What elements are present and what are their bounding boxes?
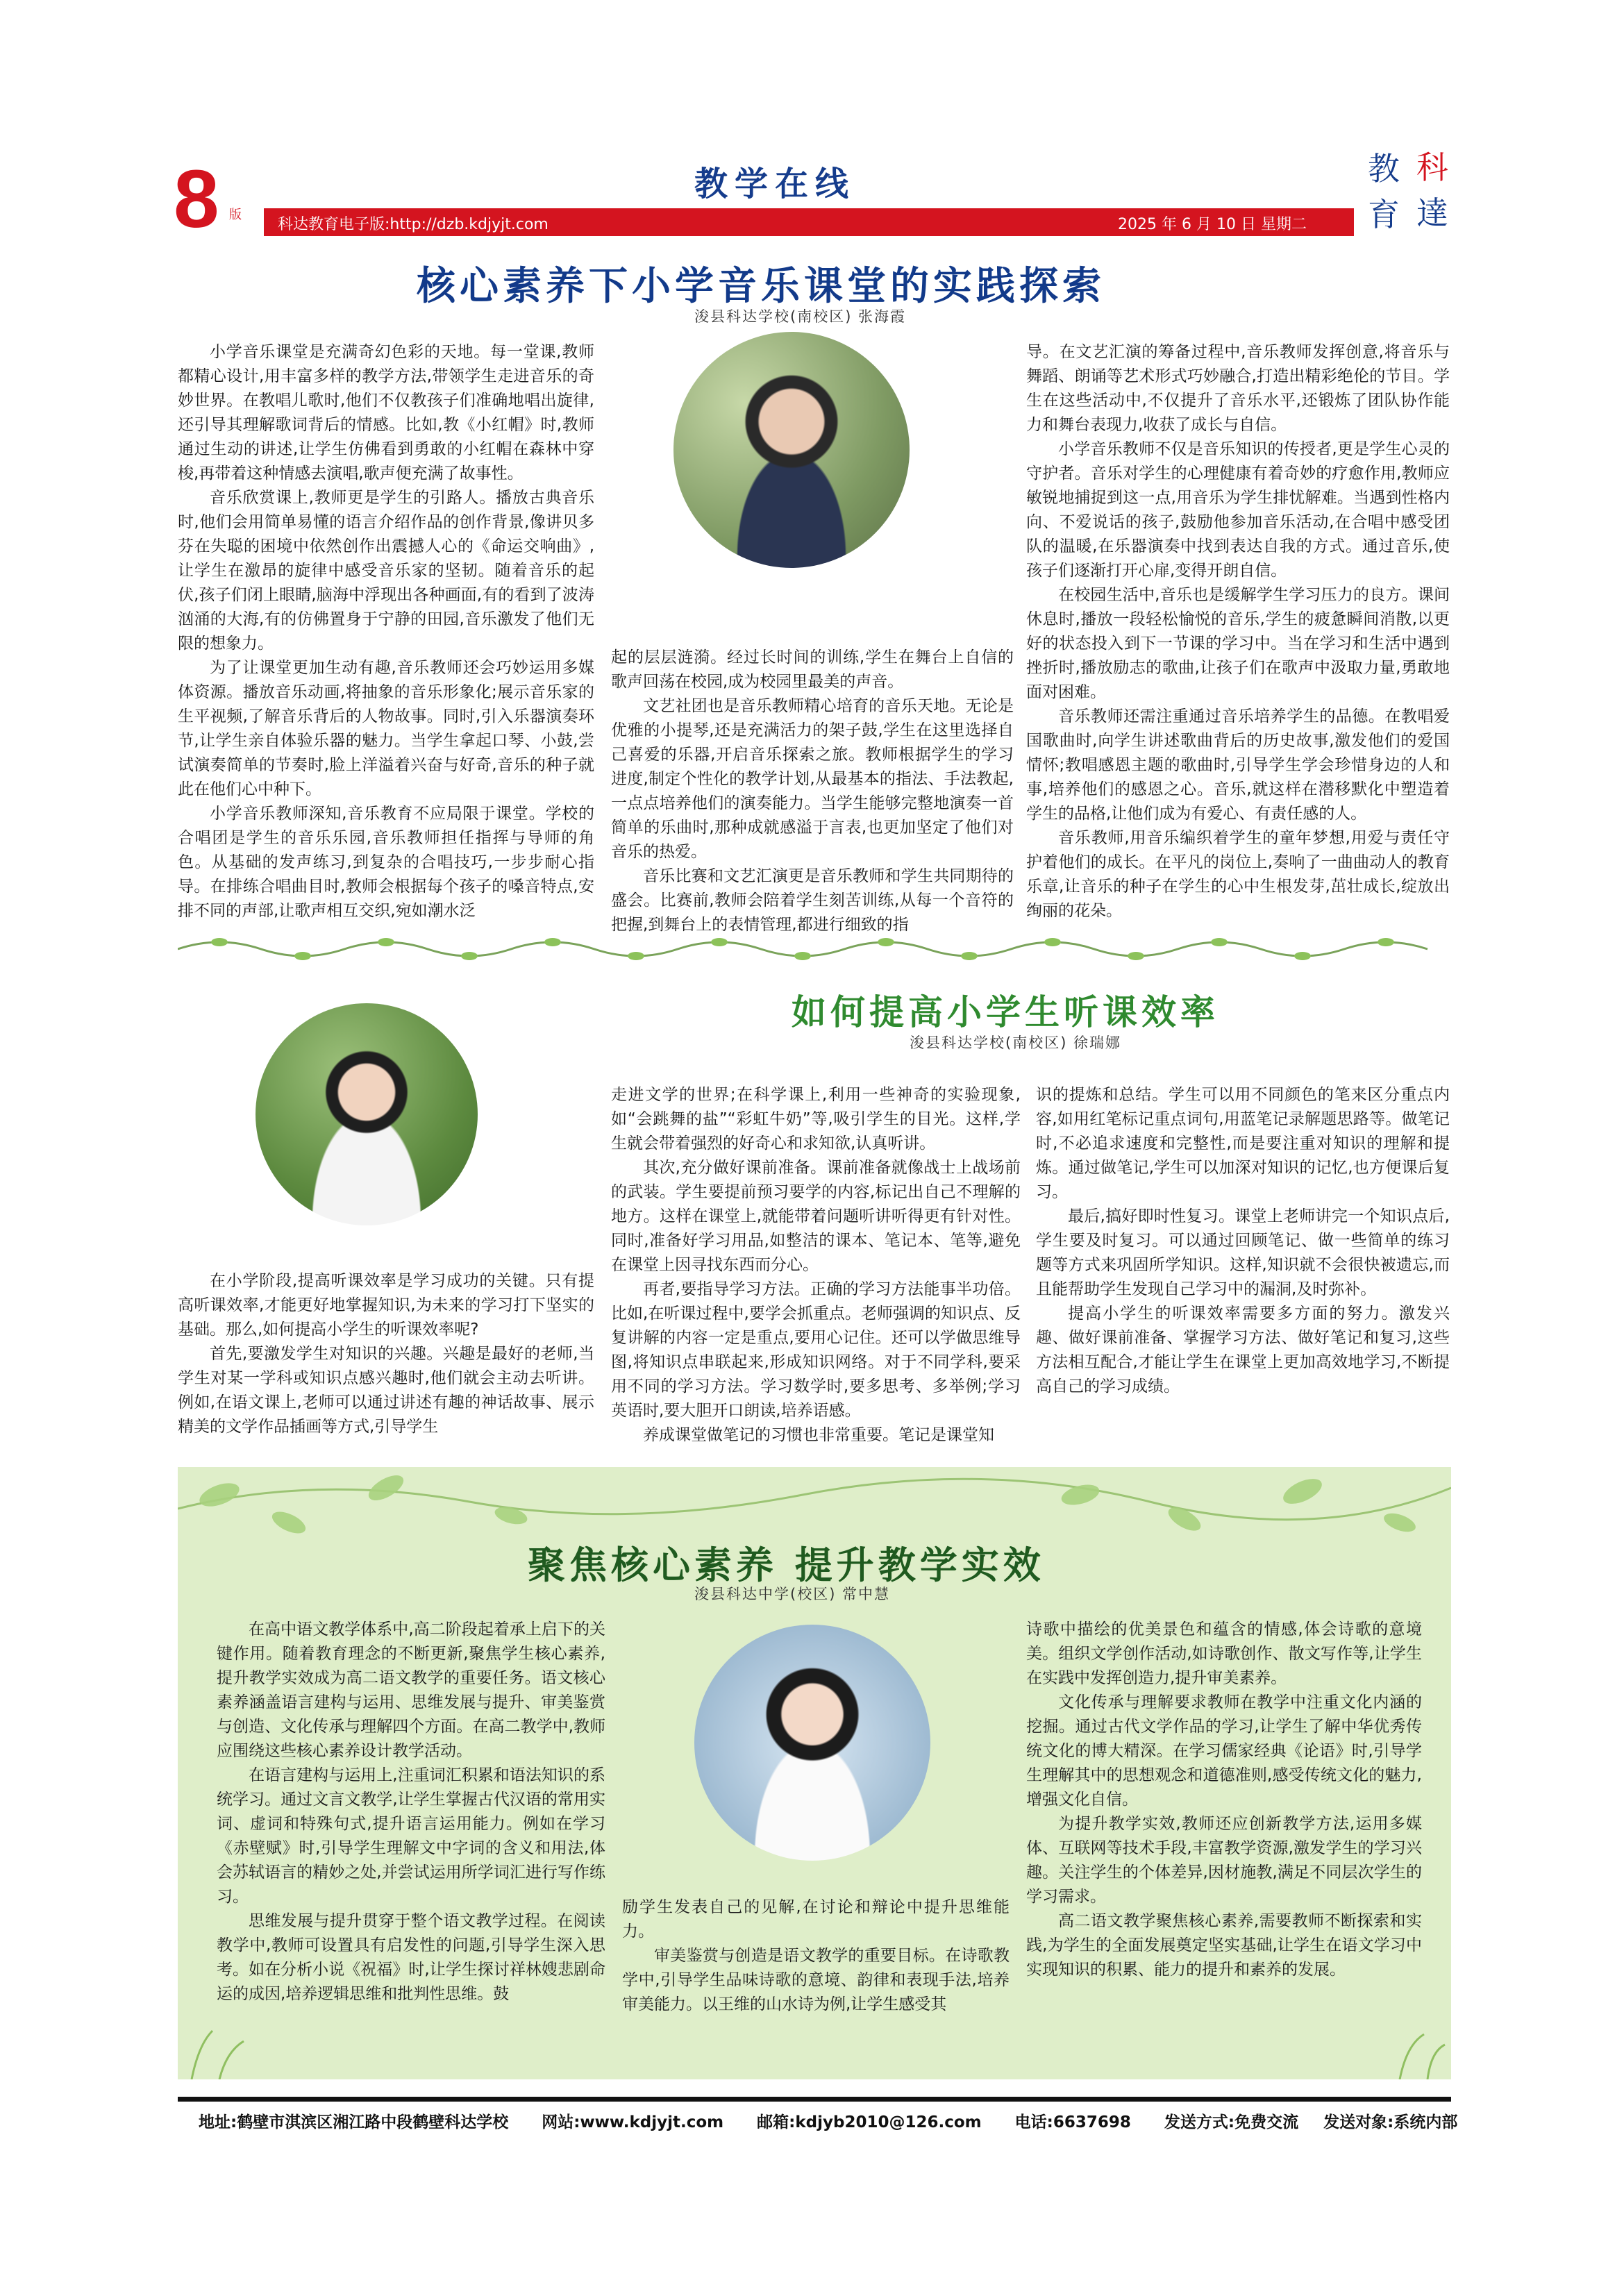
- paragraph: 小学音乐教师深知,音乐教育不应局限于课堂。学校的合唱团是学生的音乐乐园,音乐教师担任指挥与导师的角色。从基础的发声练习,到复杂的合唱技巧,一步步耐心指导。在排练合唱曲目时,教师会根据每个孩子的嗓音特点,安排不同的声部,让歌声相互交织,宛如潮水泛: [178, 805, 594, 920]
- article2-title: 如何提高小学生听课效率: [792, 992, 1219, 1032]
- paragraph: 为提升教学实效,教师还应创新教学方法,运用多媒体、互联网等技术手段,丰富教学资源,激发学生的学习兴趣。关注学生的个体差异,因材施教,满足不同层次学生的学习需求。: [1026, 1815, 1422, 1906]
- page-unit: 版: [229, 208, 242, 222]
- article3-column-3: [1026, 1618, 1422, 1982]
- article3-byline: 浚县科达中学(校区) 常中慧: [694, 1586, 891, 1602]
- paragraph: 文化传承与理解要求教师在教学中注重文化内涵的挖掘。通过古代文学作品的学习,让学生了解中华优秀传统文化的博大精深。在学习儒家经典《论语》时,引导学生理解其中的思想观念和道德准则,感受传统文化的魅力,增强文化自信。: [1026, 1693, 1422, 1809]
- paragraph: 励学生发表自己的见解,在讨论和辩论中提升思维能力。: [622, 1898, 1010, 1941]
- page-number: 8: [174, 153, 219, 245]
- paragraph: 音乐欣赏课上,教师更是学生的引路人。播放古典音乐时,他们会用简单易懂的语言介绍作品的创作背景,像讲贝多芬在失聪的困境中依然创作出震撼人心的《命运交响曲》,让学生在激昂的旋律中感受音乐家的坚韧。随着音乐的起伏,孩子们闭上眼睛,脑海中浮现出各种画面,有的看到了波涛汹涌的大海,有的仿佛置身于宁静的田园,音乐激发了他们无限的想象力。: [178, 489, 594, 653]
- footer-audience: 发送对象:系统内部: [1323, 2113, 1458, 2131]
- paragraph: 在小学阶段,提高听课效率是学习成功的关键。只有提高听课效率,才能更好地掌握知识,为未来的学习打下坚实的基础。那么,如何提高小学生的听课效率呢?: [178, 1272, 594, 1339]
- logo-char: 教: [1368, 150, 1400, 187]
- paragraph: 识的提炼和总结。学生可以用不同颜色的笔来区分重点内容,如用红笔标记重点词句,用蓝笔记录解题思路等。做笔记时,不必追求速度和完整性,而是要注重对知识的理解和提炼。通过做笔记,学生可以加深对知识的记忆,也方便课后复习。: [1036, 1086, 1450, 1201]
- paragraph: 音乐教师,用音乐编织着学生的童年梦想,用爱与责任守护着他们的成长。在平凡的岗位上,奏响了一曲曲动人的教育乐章,让音乐的种子在学生的心中生根发芽,茁壮成长,绽放出绚丽的花朵。: [1026, 829, 1450, 920]
- paragraph: 音乐比赛和文艺汇演更是音乐教师和学生共同期待的盛会。比赛前,教师会陪着学生刻苦训练,从每一个音符的把握,到舞台上的表情管理,都进行细致的指: [611, 867, 1014, 934]
- paragraph: 走进文学的世界;在科学课上,利用一些神奇的实验现象,如“会跳舞的盐”“彩虹牛奶”等,吸引学生的目光。这样,学生就会带着强烈的好奇心和求知欲,认真听讲。: [611, 1086, 1021, 1153]
- paragraph: 导。在文艺汇演的筹备过程中,音乐教师发挥创意,将音乐与舞蹈、朗诵等艺术形式巧妙融合,打造出精彩绝伦的节目。学生在这些活动中,不仅提升了音乐水平,还锻炼了团队协作能力和舞台表现力,收获了成长与自信。: [1026, 343, 1450, 434]
- paragraph: 其次,充分做好课前准备。课前准备就像战士上战场前的武装。学生要提前预习要学的内容,标记出自己不理解的地方。这样在课堂上,就能带着问题听讲听得更有针对性。同时,准备好学习用品,如整洁的课本、笔记本、笔等,避免在课堂上因寻找东西而分心。: [611, 1159, 1021, 1274]
- footer-address: 地址:鹤壁市淇滨区湘江路中段鹤壁科达学校: [199, 2113, 509, 2131]
- paragraph: 首先,要激发学生对知识的兴趣。兴趣是最好的老师,当学生对某一学科或知识点感兴趣时,他们就会主动去听讲。例如,在语文课上,老师可以通过讲述有趣的神话故事、展示精美的文学作品插画等方式,引导学生: [178, 1345, 594, 1436]
- article2-column-3: [1036, 1083, 1450, 1399]
- footer-rule: [178, 2097, 1451, 2102]
- article1-title: 核心素养下小学音乐课堂的实践探索: [417, 263, 1105, 309]
- footer-email: 邮箱:kdjyb2010@126.com: [757, 2113, 982, 2131]
- paragraph: 为了让课堂更加生动有趣,音乐教师还会巧妙运用多媒体资源。播放音乐动画,将抽象的音乐形象化;展示音乐家的生平视频,了解音乐背后的人物故事。同时,引入乐器演奏环节,让学生亲自体验乐器的魅力。当学生拿起口琴、小鼓,尝试演奏简单的节奏时,脸上洋溢着兴奋与好奇,音乐的种子就此在他们心中种下。: [178, 659, 594, 798]
- paragraph: 审美鉴赏与创造是语文教学的重要目标。在诗歌教学中,引导学生品味诗歌的意境、韵律和表现手法,培养审美能力。以王维的山水诗为例,让学生感受其: [622, 1947, 1010, 2013]
- paragraph: 小学音乐课堂是充满奇幻色彩的天地。每一堂课,教师都精心设计,用丰富多样的教学方法,带领学生走进音乐的奇妙世界。在教唱儿歌时,他们不仅教孩子们准确地唱出旋律,还引导其理解歌词背后的情感。比如,教《小红帽》时,教师通过生动的讲述,让学生仿佛看到勇敢的小红帽在森林中穿梭,再带着这种情感去演唱,歌声便充满了故事性。: [178, 343, 594, 483]
- paragraph: 思维发展与提升贯穿于整个语文教学过程。在阅读教学中,教师可设置具有启发性的问题,引导学生深入思考。如在分析小说《祝福》时,让学生探讨祥林嫂悲剧命运的成因,培养逻辑思维和批判性思维。鼓: [217, 1912, 605, 2003]
- article2-column-2: [611, 1083, 1021, 1448]
- footer-website: 网站:www.kdjyjt.com: [542, 2113, 724, 2131]
- paragraph: 在校园生活中,音乐也是缓解学生学习压力的良方。课间休息时,播放一段轻松愉悦的音乐,学生的疲惫瞬间消散,以更好的状态投入到下一节课的学习中。当在学习和生活中遇到挫折时,播放励志的歌曲,让孩子们在歌声中汲取力量,勇敢地面对困难。: [1026, 586, 1450, 701]
- article1-column-2: [611, 646, 1014, 937]
- logo-char: 科: [1416, 149, 1448, 186]
- paragraph: 小学音乐教师不仅是音乐知识的传授者,更是学生心灵的守护者。音乐对学生的心理健康有着奇妙的疗愈作用,教师应敏锐地捕捉到这一点,用音乐为学生排忧解难。当遇到性格内向、不爱说话的孩子,鼓励他参加音乐活动,在合唱中感受团队的温暖,在乐器演奏中找到表达自我的方式。通过音乐,使孩子们逐渐打开心扉,变得开朗自信。: [1026, 440, 1450, 580]
- issue-date: 2025 年 6 月 10 日 星期二: [1118, 216, 1307, 233]
- paragraph: 诗歌中描绘的优美景色和蕴含的情感,体会诗歌的意境美。组织文学创作活动,如诗歌创作、散文写作等,让学生在实践中发挥创造力,提升审美素养。: [1026, 1620, 1422, 1687]
- logo-char: 育: [1368, 196, 1400, 233]
- article1-column-1: [178, 340, 594, 923]
- article3-column-2: [622, 1895, 1010, 2017]
- site-url: 科达教育电子版:http://dzb.kdjyjt.com: [278, 216, 549, 233]
- article2-column-1: [178, 1269, 594, 1439]
- article3-title: 聚焦核心素养 提升教学实效: [528, 1543, 1045, 1587]
- paragraph: 养成课堂做笔记的习惯也非常重要。笔记是课堂知: [643, 1426, 994, 1444]
- paragraph: 在语言建构与运用上,注重词汇积累和语法知识的系统学习。通过文言文教学,让学生掌握古代汉语的常用实词、虚词和特殊句式,提升语言运用能力。例如在学习《赤壁赋》时,引导学生理解文中字词的含义和用法,体会苏轼语言的精妙之处,并尝试运用所学词汇进行写作练习。: [217, 1766, 605, 1906]
- paragraph: 高二语文教学聚焦核心素养,需要教师不断探索和实践,为学生的全面发展奠定坚实基础,让学生在语文学习中实现知识的积累、能力的提升和素养的发展。: [1026, 1912, 1422, 1979]
- paragraph: 最后,搞好即时性复习。课堂上老师讲完一个知识点后,学生要及时复习。可以通过回顾笔记、做一些简单的练习题等方式来巩固所学知识。这样,知识就不会很快被遗忘,而且能帮助学生发现自己学习中的漏洞,及时弥补。: [1036, 1207, 1450, 1298]
- vine-divider: [178, 934, 1451, 964]
- article3-column-1: [217, 1618, 605, 2006]
- grass-decoration: [178, 2017, 1451, 2079]
- paragraph: 再者,要指导学习方法。正确的学习方法能事半功倍。比如,在听课过程中,要学会抓重点。老师强调的知识点、反复讲解的内容一定是重点,要用心记住。还可以学做思维导图,将知识点串联起来,形成知识网络。对于不同学科,要采用不同的学习方法。学习数学时,要多思考、多举例;学习英语时,要大胆开口朗读,培养语感。: [611, 1280, 1021, 1420]
- article1-byline: 浚县科达学校(南校区) 张海霞: [694, 308, 907, 325]
- author-photo: [673, 332, 910, 568]
- paragraph: 起的层层涟漪。经过长时间的训练,学生在舞台上自信的歌声回荡在校园,成为校园里最美的声音。: [611, 648, 1014, 691]
- paragraph: 在高中语文教学体系中,高二阶段起着承上启下的关键作用。随着教育理念的不断更新,聚焦学生核心素养,提升教学实效成为高二语文教学的重要任务。语文核心素养涵盖语言建构与运用、思维发展与提升、审美鉴赏与创造、文化传承与理解四个方面。在高二教学中,教师应围绕这些核心素养设计教学活动。: [217, 1620, 605, 1760]
- newspaper-logo: [1368, 151, 1465, 242]
- vine-decoration: [178, 934, 1451, 964]
- logo-char: 達: [1416, 194, 1448, 232]
- article2-byline: 浚县科达学校(南校区) 徐瑞娜: [910, 1034, 1122, 1051]
- author-photo: [694, 1625, 930, 1861]
- footer-phone: 电话:6637698: [1014, 2113, 1131, 2131]
- article1-column-3: [1026, 340, 1450, 923]
- paragraph: 音乐教师还需注重通过音乐培养学生的品德。在教唱爱国歌曲时,向学生讲述歌曲背后的历史故事,激发他们的爱国情怀;教唱感恩主题的歌曲时,引导学生学会珍惜身边的人和事,培养他们的感恩之心。音乐,就这样在潜移默化中塑造着学生的品格,让他们成为有爱心、有责任感的人。: [1026, 707, 1450, 823]
- column-title: 教学在线: [694, 165, 856, 203]
- paragraph: 提高小学生的听课效率需要多方面的努力。激发兴趣、做好课前准备、掌握学习方法、做好笔记和复习,这些方法相互配合,才能让学生在课堂上更加高效地学习,不断提高自己的学习成绩。: [1036, 1305, 1450, 1396]
- footer-delivery: 发送方式:免费交流: [1164, 2113, 1299, 2131]
- footer-info: [199, 2109, 1457, 2132]
- author-photo: [256, 1003, 478, 1225]
- paragraph: 文艺社团也是音乐教师精心培育的音乐天地。无论是优雅的小提琴,还是充满活力的架子鼓,学生在这里选择自己喜爱的乐器,开启音乐探索之旅。教师根据学生的学习进度,制定个性化的教学计划,从最基本的指法、手法教起,一点点培养他们的演奏能力。当学生能够完整地演奏一首简单的乐曲时,那种成就感溢于言表,也更加坚定了他们对音乐的热爱。: [611, 697, 1014, 861]
